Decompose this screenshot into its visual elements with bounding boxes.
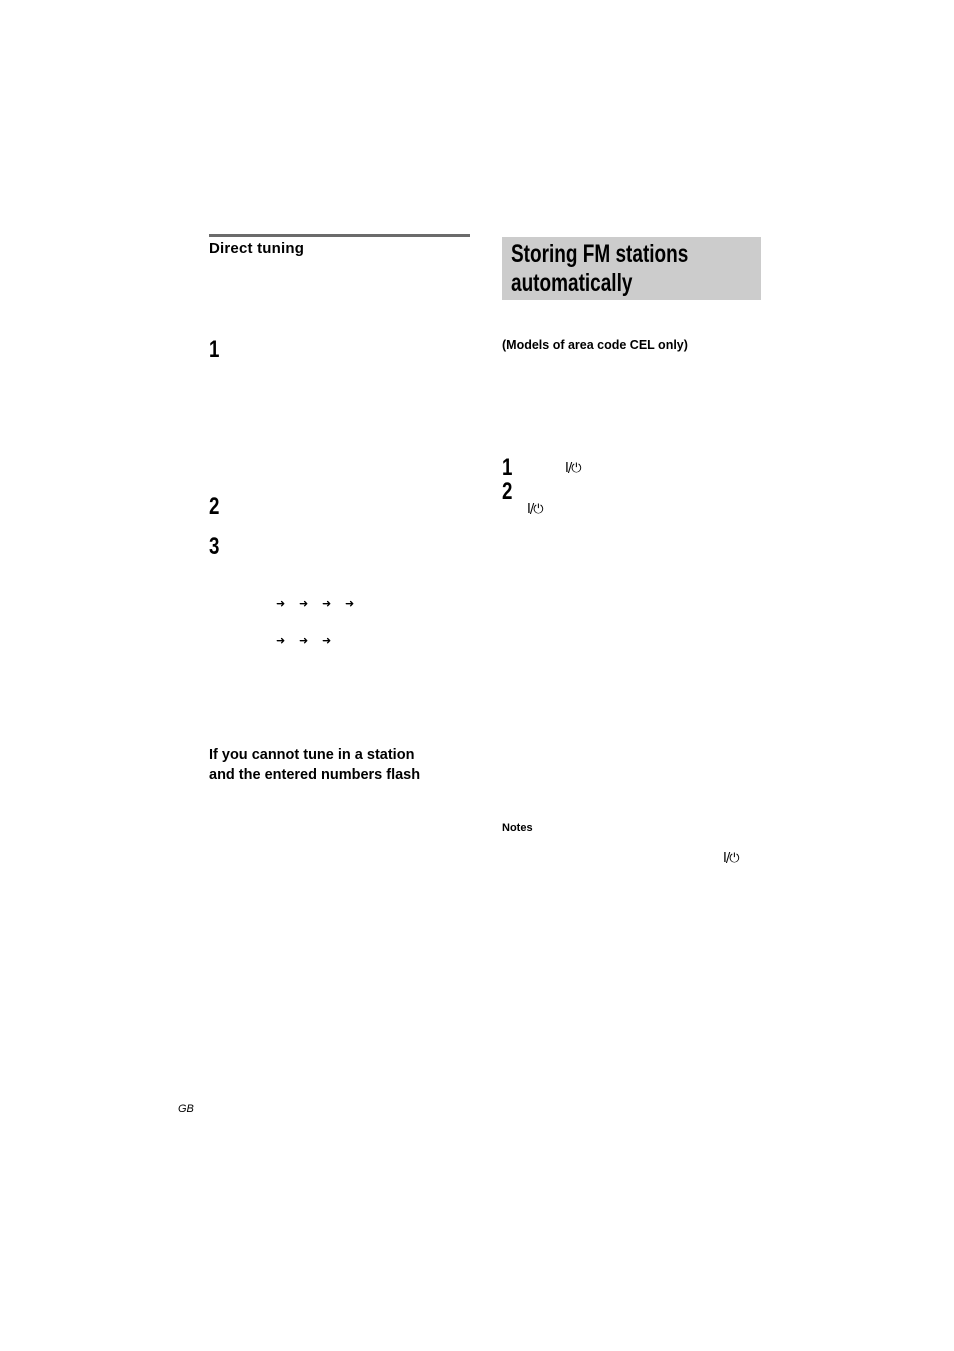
models-note: (Models of area code CEL only) [502, 338, 688, 352]
section-rule [209, 234, 470, 237]
power-icon: I/⏻ [527, 502, 543, 517]
step-number-1: 1 [209, 336, 220, 363]
arrow-icon: ➜ [299, 598, 309, 610]
section-title-box [502, 237, 761, 300]
section-title-line2: automatically [511, 269, 633, 297]
step-number-3: 3 [209, 533, 220, 560]
arrow-icon: ➜ [322, 598, 332, 610]
troubleshoot-subheading [209, 745, 471, 785]
section-heading-direct-tuning: Direct tuning [209, 240, 305, 257]
step-number-2: 2 [502, 478, 513, 505]
notes-heading: Notes [502, 822, 533, 834]
troubleshoot-subheading-line2: and the entered numbers flash [209, 767, 421, 783]
arrow-icon: ➜ [322, 635, 332, 647]
arrow-icon: ➜ [276, 598, 286, 610]
arrow-icon: ➜ [345, 598, 355, 610]
step-number-2: 2 [209, 493, 220, 520]
page-language-code: GB [178, 1103, 194, 1115]
troubleshoot-subheading-line1: If you cannot tune in a station [209, 747, 415, 763]
arrow-icon: ➜ [276, 635, 286, 647]
power-icon: I/⏻ [565, 461, 581, 476]
section-title-line1: Storing FM stations [511, 240, 689, 268]
step-number-1: 1 [502, 454, 513, 481]
power-icon: I/⏻ [723, 851, 739, 866]
arrow-icon: ➜ [299, 635, 309, 647]
section-title [511, 240, 762, 298]
